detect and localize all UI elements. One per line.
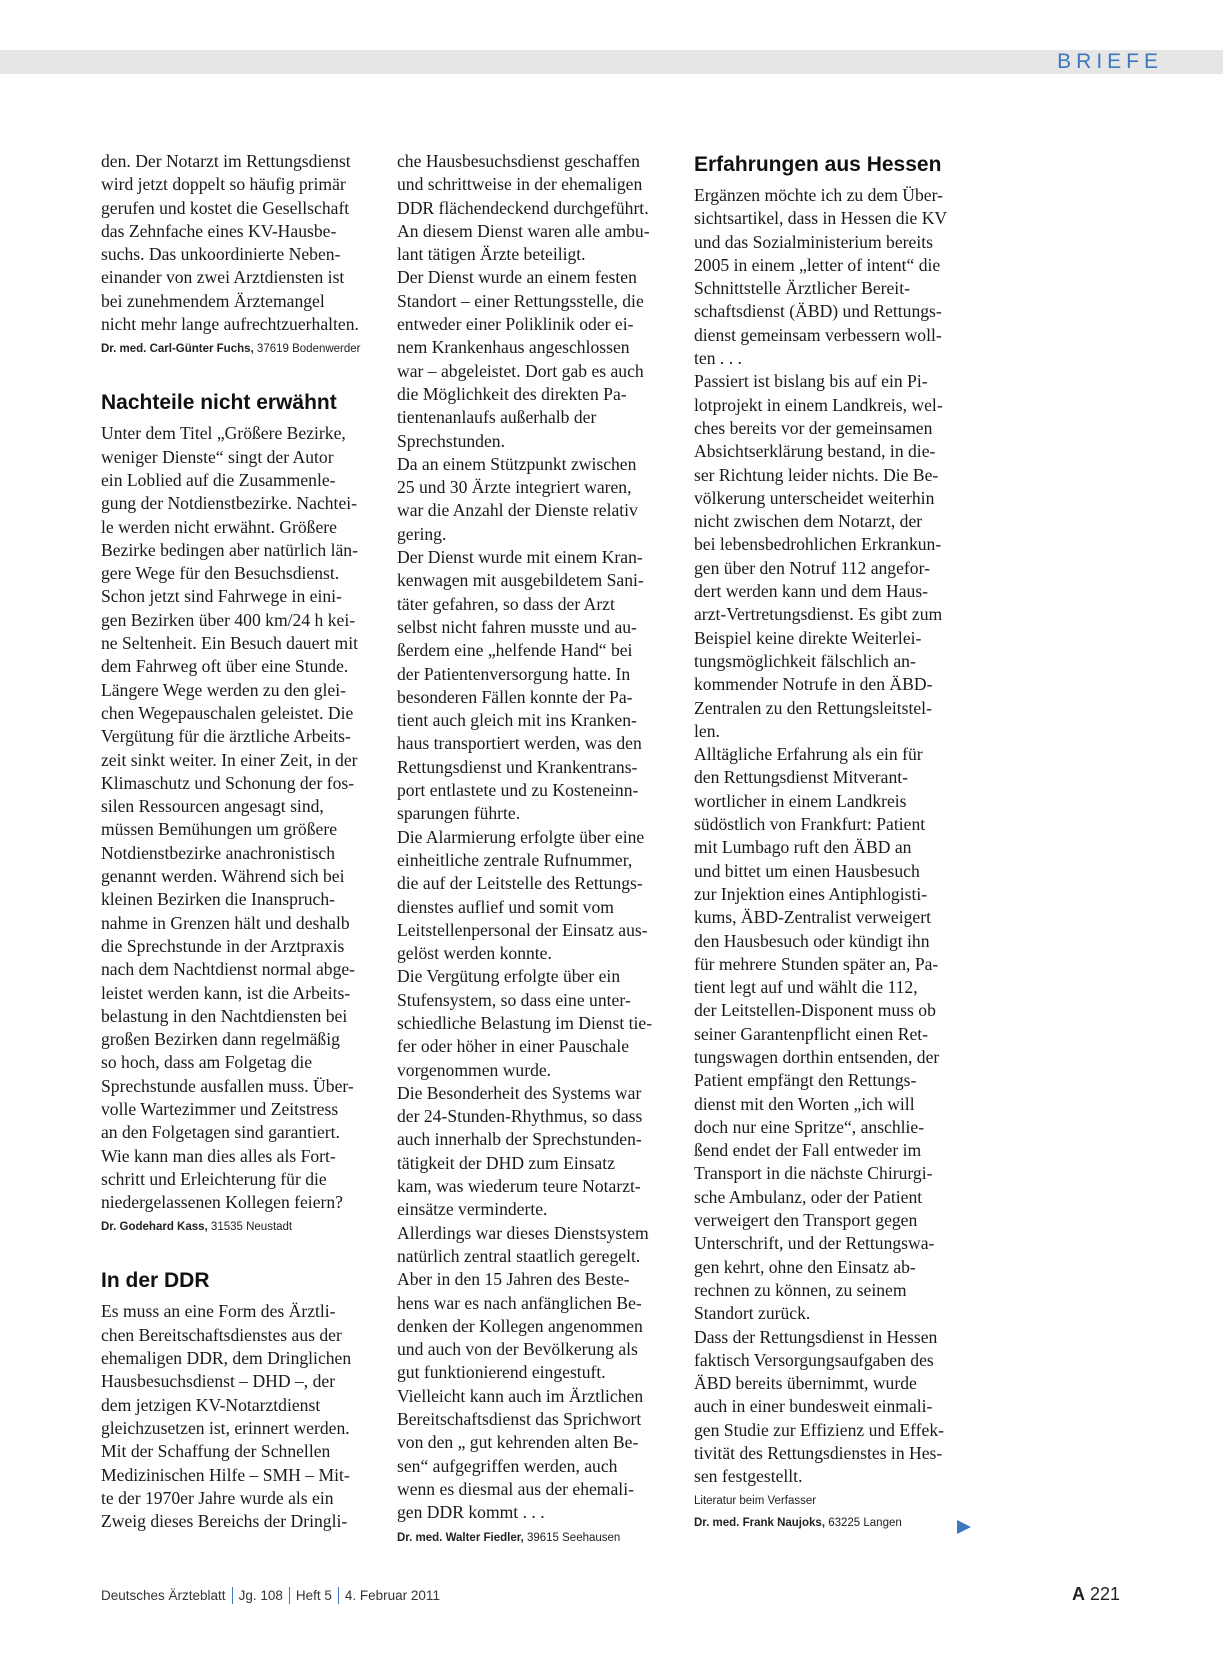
text-line: haus transportiert werden, was den	[397, 733, 642, 754]
text-line: verweigert den Transport gegen	[694, 1210, 918, 1231]
text-line: Zentralen zu den Rettungsleitstel-	[694, 697, 932, 718]
text-line: gen Studie zur Effizienz und Effek-	[694, 1419, 944, 1440]
page-number-value: 221	[1089, 1584, 1120, 1604]
text-line: Hausbesuchsdienst – DHD –, der	[101, 1371, 336, 1392]
text-line: gering.	[397, 523, 447, 544]
text-line: Rettungsdienst und Krankentrans-	[397, 756, 638, 777]
text-line: gen DDR kommt . . .	[397, 1502, 545, 1523]
text-line: südöstlich von Frankfurt: Patient	[694, 814, 926, 835]
footer-separator	[232, 1587, 233, 1604]
text-line: den. Der Notarzt im Rettungsdienst	[101, 151, 351, 171]
text-line: schaftsdienst (ÄBD) und Rettungs-	[694, 301, 942, 322]
text-line: selbst nicht fahren musste und au-	[397, 616, 637, 637]
text-line: dienstes auflief und somit vom	[397, 896, 614, 917]
text-line: an den Folgetagen sind garantiert.	[101, 1122, 340, 1143]
text-line: nem Krankenhaus angeschlossen	[397, 337, 630, 358]
text-line: volle Wartezimmer und Zeitstress	[101, 1098, 339, 1119]
text-line: ehemaligen DDR, dem Dringlichen	[101, 1348, 352, 1369]
text-line: und auch von der Bevölkerung als	[397, 1339, 638, 1360]
text-line: entweder einer Poliklinik oder ei-	[397, 314, 634, 335]
text-line: einheitliche zentrale Rufnummer,	[397, 849, 633, 870]
text-line: Vergütung für die ärztliche Arbeits-	[101, 726, 351, 747]
text-line: DDR flächendeckend durchgeführt.	[397, 197, 649, 218]
text-line: großen Bezirken dann regelmäßig	[101, 1029, 340, 1050]
journal-name: Deutsches Ärzteblatt	[101, 1588, 226, 1604]
author-signature	[694, 1514, 979, 1532]
text-line: war die Anzahl der Dienste relativ	[397, 500, 638, 521]
text-line: tungsmöglichkeit fälschlich an-	[694, 650, 916, 671]
text-line: Transport in die nächste Chirurgi-	[694, 1163, 933, 1184]
text-line: natürlich zentral staatlich geregelt.	[397, 1245, 641, 1266]
text-line: nicht zwischen dem Notarzt, der	[694, 511, 923, 532]
literature-note: Literatur beim Verfasser	[694, 1494, 817, 1507]
header-band	[0, 50, 1223, 74]
text-line: Mit der Schaffung der Schnellen	[101, 1441, 331, 1462]
text-line: einander von zwei Arztdiensten ist	[101, 267, 345, 288]
text-line: sichtsartikel, dass in Hessen die KV	[694, 208, 948, 229]
text-line: sen festgestellt.	[694, 1466, 803, 1487]
text-line: gen Bezirken über 400 km/24 h kei-	[101, 609, 356, 630]
text-line: das Zehnfache eines KV-Hausbe-	[101, 220, 337, 241]
text-line: für mehrere Stunden später an, Pa-	[694, 953, 939, 974]
text-line: leistet werden kann, ist die Arbeits-	[101, 982, 351, 1003]
text-line: ßend endet der Fall entweder im	[694, 1140, 922, 1161]
text-line: gung der Notdienstbezirke. Nachtei-	[101, 493, 357, 514]
section-label: BRIEFE	[1057, 50, 1163, 73]
text-line: lant tätigen Ärzte beteiligt.	[397, 244, 586, 265]
text-line: belastung in den Nachtdiensten bei	[101, 1005, 348, 1026]
article-heading: Erfahrungen aus Hessen	[694, 153, 942, 176]
text-line: Schon jetzt sind Fahrwege in eini-	[101, 586, 342, 607]
text-line: fer oder höher in einer Pauschale	[397, 1036, 630, 1057]
text-line: einsätze verminderte.	[397, 1199, 548, 1220]
text-line: tätigkeit der DHD zum Einsatz	[397, 1152, 615, 1173]
text-line: Ergänzen möchte ich zu dem Über-	[694, 185, 943, 205]
text-line: Da an einem Stützpunkt zwischen	[397, 453, 637, 474]
text-line: weniger Dienste“ singt der Autor	[101, 446, 334, 467]
letter-body	[101, 422, 386, 1214]
text-line: Beispiel keine direkte Weiterlei-	[694, 627, 922, 648]
text-line: che Hausbesuchsdienst geschaffen	[397, 151, 640, 171]
author-name: Dr. med. Frank Naujoks,	[694, 1516, 826, 1529]
text-line: ne Seltenheit. Ein Besuch dauert mit	[101, 633, 358, 654]
text-line: dert werden kann und dem Haus-	[694, 581, 929, 602]
text-line: 25 und 30 Ärzte integriert waren,	[397, 477, 632, 498]
text-line: Absichtserklärung bestand, in die-	[694, 441, 936, 462]
text-line: kenwagen mit ausgebildetem Sani-	[397, 570, 644, 591]
text-line: doch nur eine Spritze“, anschlie-	[694, 1116, 925, 1137]
continue-arrow-icon	[957, 1520, 971, 1534]
article-heading: Nachteile nicht erwähnt	[101, 391, 337, 415]
text-line: den Rettungsdienst Mitverant-	[694, 767, 909, 788]
text-line: niedergelassenen Kollegen feiern?	[101, 1192, 343, 1213]
text-line: Längere Wege werden zu den glei-	[101, 679, 346, 700]
text-line: bei lebensbedrohlichen Erkrankun-	[694, 534, 942, 555]
text-line: Zweig dieses Bereichs der Dringli-	[101, 1511, 348, 1532]
text-line: sen“ aufgegriffen werden, auch	[397, 1455, 618, 1476]
author-signature	[397, 1529, 679, 1547]
text-line: Notdienstbezirke anachronistisch	[101, 842, 336, 863]
text-line: gere Wege für den Besuchsdienst.	[101, 563, 340, 584]
article-heading: In der DDR	[101, 1269, 210, 1293]
author-signature	[101, 1218, 386, 1236]
text-line: tient auch gleich mit ins Kranken-	[397, 710, 637, 731]
text-line: Klimaschutz und Schonung der fos-	[101, 772, 355, 793]
text-line: chen Wegepauschalen geleistet. Die	[101, 702, 354, 723]
text-line: Passiert ist bislang bis auf ein Pi-	[694, 371, 928, 392]
text-line: und schrittweise in der ehemaligen	[397, 174, 643, 195]
text-line: ßerdem eine „helfende Hand“ bei	[397, 640, 633, 661]
text-line: sche Ambulanz, oder der Patient	[694, 1186, 923, 1207]
text-line: te der 1970er Jahre wurde als ein	[101, 1487, 334, 1508]
text-line: tivität des Rettungsdienstes in Hes-	[694, 1443, 943, 1464]
text-line: len.	[694, 720, 720, 741]
author-name: Dr. med. Walter Fiedler,	[397, 1531, 524, 1544]
text-line: nahme in Grenzen hält und deshalb	[101, 912, 350, 933]
text-line: die Sprechstunde in der Arztpraxis	[101, 935, 345, 956]
text-line: wortlicher in einem Landkreis	[694, 790, 907, 811]
text-line: Der Dienst wurde an einem festen	[397, 267, 637, 288]
text-line: bei zunehmendem Ärztemangel	[101, 290, 325, 311]
text-line: ÄBD bereits übernimmt, wurde	[694, 1373, 917, 1394]
text-line: suchs. Das unkoordinierte Neben-	[101, 244, 341, 265]
text-line: wird jetzt doppelt so häufig primär	[101, 174, 346, 195]
page-number	[1072, 1584, 1120, 1605]
text-line: chen Bereitschaftsdienstes aus der	[101, 1324, 342, 1345]
text-line: denken der Kollegen angenommen	[397, 1315, 643, 1336]
column-3	[694, 150, 979, 1532]
text-line: gleichzusetzen ist, erinnert werden.	[101, 1417, 350, 1438]
letter-body	[694, 184, 979, 1489]
footer-separator	[338, 1587, 339, 1604]
text-line: kleinen Bezirken die Inanspruch-	[101, 889, 336, 910]
text-line: Dass der Rettungsdienst in Hessen	[694, 1326, 938, 1347]
text-line: und bittet um einen Hausbesuch	[694, 860, 920, 881]
text-line: dienst gemeinsam verbessern woll-	[694, 324, 942, 345]
letter-body	[397, 150, 679, 1525]
text-line: tientenanlaufs außerhalb der	[397, 407, 597, 428]
text-line: Es muss an eine Form des Ärztli-	[101, 1301, 336, 1322]
author-location: 31535 Neustadt	[207, 1221, 293, 1234]
text-line: Die Vergütung erfolgte über ein	[397, 966, 621, 987]
text-line: gerufen und kostet die Gesellschaft	[101, 197, 350, 218]
text-line: kommender Notrufe in den ÄBD-	[694, 674, 933, 695]
text-line: silen Ressourcen angesagt sind,	[101, 796, 324, 817]
text-line: wenn es diesmal aus der ehemali-	[397, 1478, 634, 1499]
text-line: auch in einer bundesweit einmali-	[694, 1396, 933, 1417]
footer-separator	[289, 1587, 290, 1604]
text-line: war – abgeleistet. Dort gab es auch	[397, 360, 644, 381]
author-name: Dr. med. Carl-Günter Fuchs,	[101, 343, 254, 356]
author-location: 39615 Seehausen	[523, 1531, 621, 1544]
text-line: kums, ÄBD-Zentralist verweigert	[694, 907, 931, 928]
text-line: rechnen zu können, zu seinem	[694, 1279, 907, 1300]
text-line: seiner Garantenpflicht einen Ret-	[694, 1023, 928, 1044]
text-line: der 24-Stunden-Rhythmus, so dass	[397, 1106, 643, 1127]
journal-issue: Heft 5	[295, 1588, 332, 1604]
text-line: Unter dem Titel „Größere Bezirke,	[101, 423, 346, 444]
journal-date: 4. Februar 2011	[344, 1588, 440, 1604]
text-line: dem Fahrweg oft über eine Stunde.	[101, 656, 349, 677]
text-line: kam, was wiederum teure Notarzt-	[397, 1176, 641, 1197]
text-line: Medizinischen Hilfe – SMH – Mit-	[101, 1464, 350, 1485]
text-line: tungswagen dorthin entsenden, der	[694, 1046, 940, 1067]
text-line: arzt-Vertretungsdienst. Es gibt zum	[694, 604, 943, 625]
text-line: Schnittstelle Ärztlicher Bereit-	[694, 278, 910, 299]
text-line: nicht mehr lange aufrechtzuerhalten.	[101, 314, 359, 335]
text-line: Die Besonderheit des Systems war	[397, 1082, 642, 1103]
text-line: mit Lumbago ruft den ÄBD an	[694, 837, 912, 858]
text-line: ten . . .	[694, 348, 742, 369]
author-signature	[101, 340, 386, 358]
text-line: müssen Bemühungen um größere	[101, 819, 338, 840]
text-line: Wie kann man dies alles als Fort-	[101, 1145, 336, 1166]
text-line: port entlastete und zu Kosteneinn-	[397, 780, 639, 801]
text-line: schritt und Erleichterung für die	[101, 1168, 327, 1189]
text-line: hens war es nach anfänglichen Be-	[397, 1292, 642, 1313]
letter-body	[101, 1300, 386, 1533]
text-line: ser Richtung leider nichts. Die Be-	[694, 464, 939, 485]
text-line: völkerung unterscheidet weiterhin	[694, 487, 935, 508]
text-line: vorgenommen wurde.	[397, 1059, 552, 1080]
text-line: ein Loblied auf die Zusammenle-	[101, 469, 336, 490]
text-line: von den „ gut kehrenden alten Be-	[397, 1432, 639, 1453]
text-line: tient legt auf und wählt die 112,	[694, 977, 918, 998]
letter-body	[101, 150, 386, 336]
text-line: Leitstellenpersonal der Einsatz aus-	[397, 919, 648, 940]
text-line: die Möglichkeit des direkten Pa-	[397, 383, 627, 404]
text-line: genannt werden. Während sich bei	[101, 866, 345, 887]
journal-volume: Jg. 108	[238, 1588, 283, 1604]
text-line: An diesem Dienst waren alle ambu-	[397, 220, 650, 241]
text-line: Standort – einer Rettungsstelle, die	[397, 290, 644, 311]
text-line: dem jetzigen KV-Notarztdienst	[101, 1394, 321, 1415]
text-line: Standort zurück.	[694, 1303, 811, 1324]
author-location: 63225 Langen	[825, 1516, 902, 1529]
text-line: Der Dienst wurde mit einem Kran-	[397, 547, 643, 568]
page-prefix: A	[1071, 1584, 1085, 1604]
author-name: Dr. Godehard Kass,	[101, 1221, 208, 1234]
text-line: Allerdings war dieses Dienstsystem	[397, 1222, 649, 1243]
text-line: dienst mit den Worten „ich will	[694, 1093, 915, 1114]
text-line: Alltägliche Erfahrung als ein für	[694, 744, 923, 765]
text-line: lotprojekt in einem Landkreis, wel-	[694, 394, 943, 415]
text-line: gen über den Notruf 112 angefor-	[694, 557, 930, 578]
column-1	[101, 150, 386, 1533]
text-line: so hoch, dass am Folgetag die	[101, 1052, 313, 1073]
text-line: le werden nicht erwähnt. Größere	[101, 516, 337, 537]
text-line: gen kehrt, ohne den Einsatz ab-	[694, 1256, 916, 1277]
text-line: zur Injektion eines Antiphlogisti-	[694, 883, 928, 904]
text-line: Patient empfängt den Rettungs-	[694, 1070, 917, 1091]
text-line: Aber in den 15 Jahren des Beste-	[397, 1269, 630, 1290]
text-line: nach dem Nachtdienst normal abge-	[101, 959, 356, 980]
text-line: sparungen führte.	[397, 803, 521, 824]
text-line: der Patientenversorgung hatte. In	[397, 663, 631, 684]
text-line: faktisch Versorgungsaufgaben des	[694, 1349, 934, 1370]
text-line: Die Alarmierung erfolgte über eine	[397, 826, 645, 847]
text-line: Stufensystem, so dass eine unter-	[397, 989, 631, 1010]
text-line: 2005 in einem „letter of intent“ die	[694, 254, 941, 275]
text-line: Sprechstunde ausfallen muss. Über-	[101, 1075, 354, 1096]
text-line: gelöst werden konnte.	[397, 943, 552, 964]
text-line: täter gefahren, so dass der Arzt	[397, 593, 615, 614]
text-line: schiedliche Belastung im Dienst tie-	[397, 1012, 653, 1033]
text-line: besonderen Fällen konnte der Pa-	[397, 686, 633, 707]
text-line: der Leitstellen-Disponent muss ob	[694, 1000, 936, 1021]
column-2	[397, 150, 679, 1547]
text-line: ches bereits vor der gemeinsamen	[694, 417, 933, 438]
text-line: zeit sinkt weiter. In einer Zeit, in der	[101, 749, 358, 770]
text-line: Sprechstunden.	[397, 430, 505, 451]
footer	[101, 1588, 1121, 1608]
text-line: Bereitschaftsdienst das Sprichwort	[397, 1409, 642, 1430]
text-line: Vielleicht kann auch im Ärztlichen	[397, 1385, 644, 1406]
text-line: Unterschrift, und der Rettungswa-	[694, 1233, 935, 1254]
text-line: die auf der Leitstelle des Rettungs-	[397, 873, 643, 894]
text-line: den Hausbesuch oder kündigt ihn	[694, 930, 930, 951]
author-location: 37619 Bodenwerder	[253, 343, 361, 356]
text-line: Bezirke bedingen aber natürlich län-	[101, 539, 358, 560]
text-line: und das Sozialministerium bereits	[694, 231, 933, 252]
text-line: gut funktionierend eingestuft.	[397, 1362, 606, 1383]
text-line: auch innerhalb der Sprechstunden-	[397, 1129, 642, 1150]
